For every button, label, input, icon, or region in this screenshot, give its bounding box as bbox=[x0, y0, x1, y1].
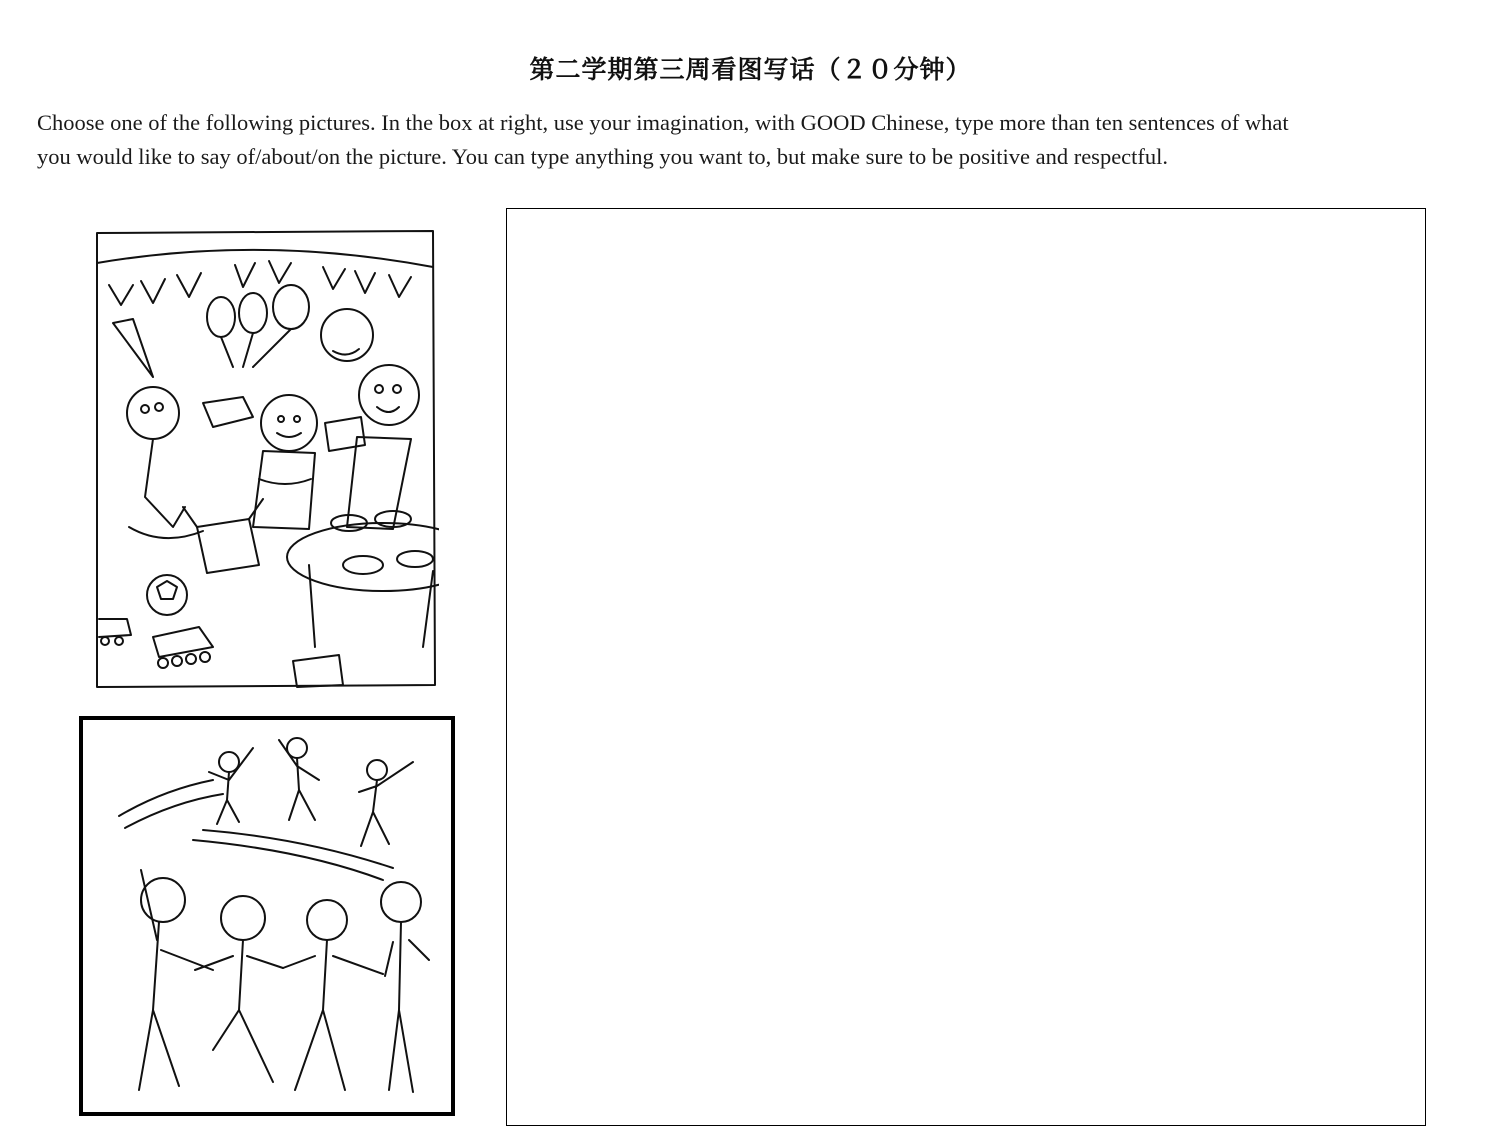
instructions-line-2: you would like to say of/about/on the picture. You can type anything you want to, but make sure to be positive and respectful. bbox=[37, 144, 1169, 169]
instructions bbox=[37, 106, 1477, 174]
answer-box[interactable] bbox=[506, 208, 1426, 1126]
children-playing-circle-picture[interactable] bbox=[79, 716, 455, 1116]
birthday-party-picture[interactable] bbox=[93, 227, 439, 689]
instructions-line-1: Choose one of the following pictures. In the box at right, use your imagination, with GOOD Chinese, type more than ten sentences of what bbox=[37, 110, 1289, 135]
answer-input[interactable] bbox=[507, 209, 1425, 1125]
page-title: 第二学期第三周看图写话（２０分钟） bbox=[529, 55, 972, 84]
